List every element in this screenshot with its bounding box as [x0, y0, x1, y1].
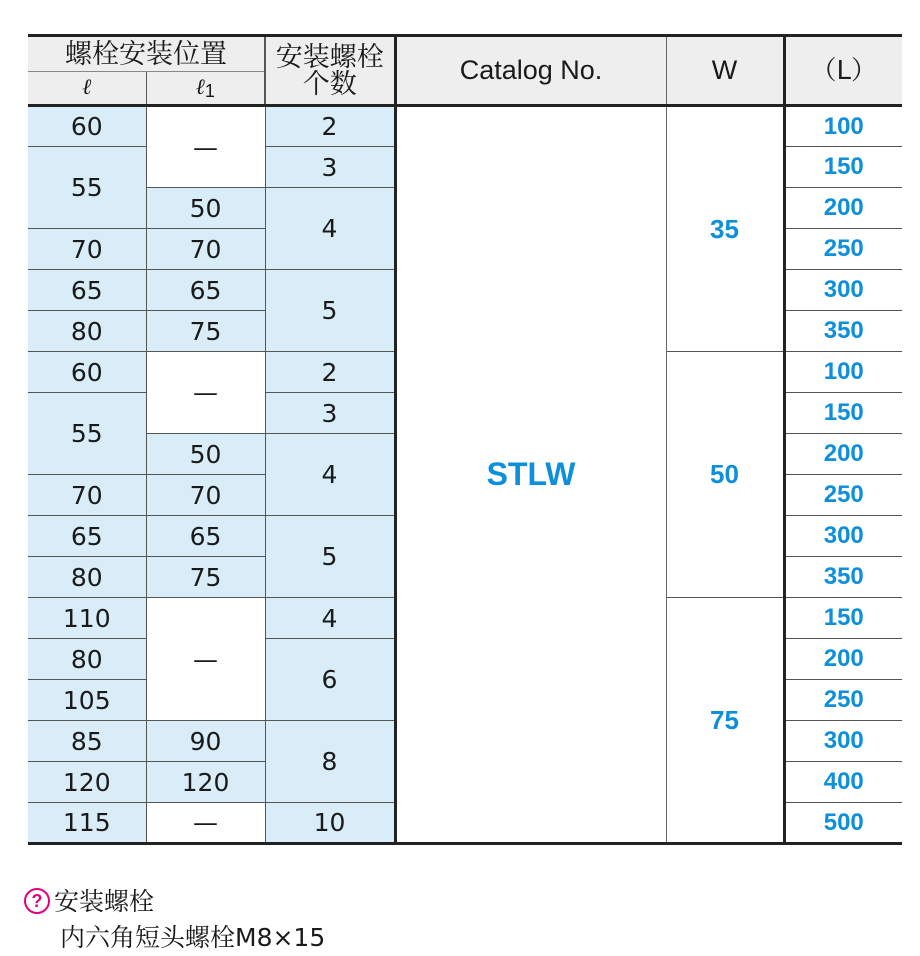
length-cell: 350 — [784, 557, 902, 598]
length-cell: 250 — [784, 475, 902, 516]
l1-cell: — — [146, 352, 265, 434]
catalog-no-cell: STLW — [395, 106, 666, 844]
length-cell: 250 — [784, 229, 902, 270]
length-cell: 500 — [784, 803, 902, 844]
bolt-count-cell: 5 — [265, 516, 395, 598]
bolt-count-cell: 2 — [265, 106, 395, 147]
bolt-count-cell: 4 — [265, 434, 395, 516]
header-length: （L） — [784, 36, 902, 106]
l1-cell: 50 — [146, 188, 265, 229]
l-cell: 55 — [28, 147, 146, 229]
w-cell: 50 — [666, 352, 784, 598]
l-cell: 70 — [28, 475, 146, 516]
header-catalog-no: Catalog No. — [395, 36, 666, 106]
header-bolt-count-line2: 个数 — [302, 68, 357, 100]
bolt-count-cell: 2 — [265, 352, 395, 393]
l-cell: 60 — [28, 352, 146, 393]
length-cell: 300 — [784, 516, 902, 557]
l1-cell: — — [146, 598, 265, 721]
l-cell: 65 — [28, 270, 146, 311]
l1-cell: 70 — [146, 475, 265, 516]
l-cell: 85 — [28, 721, 146, 762]
header-l1-symbol: ℓ — [195, 75, 205, 100]
l-cell: 105 — [28, 680, 146, 721]
length-cell: 350 — [784, 311, 902, 352]
bolt-count-cell: 4 — [265, 598, 395, 639]
l1-cell: 75 — [146, 557, 265, 598]
spec-table — [28, 34, 902, 845]
l1-cell: — — [146, 106, 265, 188]
bolt-count-cell: 6 — [265, 639, 395, 721]
length-cell: 400 — [784, 762, 902, 803]
l-cell: 60 — [28, 106, 146, 147]
length-cell: 250 — [784, 680, 902, 721]
header-w: W — [666, 36, 784, 106]
header-bolt-position: 螺栓安装位置 — [28, 36, 265, 72]
l1-cell: 120 — [146, 762, 265, 803]
bolt-count-cell: 10 — [265, 803, 395, 844]
bolt-count-cell: 4 — [265, 188, 395, 270]
l-cell: 120 — [28, 762, 146, 803]
length-cell: 100 — [784, 352, 902, 393]
header-bolt-count-line1: 安装螺栓 — [275, 41, 384, 73]
length-cell: 150 — [784, 393, 902, 434]
l1-cell: — — [146, 803, 265, 844]
l-cell: 80 — [28, 557, 146, 598]
l-cell: 55 — [28, 393, 146, 475]
l1-cell: 75 — [146, 311, 265, 352]
header-l1-subscript: 1 — [204, 81, 215, 101]
l-cell: 70 — [28, 229, 146, 270]
bolt-count-cell: 3 — [265, 393, 395, 434]
l1-cell: 50 — [146, 434, 265, 475]
length-cell: 150 — [784, 147, 902, 188]
bolt-count-cell: 3 — [265, 147, 395, 188]
length-cell: 200 — [784, 639, 902, 680]
l1-cell: 65 — [146, 516, 265, 557]
l-cell: 110 — [28, 598, 146, 639]
bolt-count-cell: 5 — [265, 270, 395, 352]
l-cell: 80 — [28, 639, 146, 680]
footnote-title: 安装螺栓 — [54, 887, 155, 916]
question-icon: ? — [24, 888, 50, 914]
length-cell: 300 — [784, 721, 902, 762]
length-cell: 200 — [784, 434, 902, 475]
footnote-text: 内六角短头螺栓M8×15 — [60, 923, 326, 952]
length-cell: 100 — [784, 106, 902, 147]
l-cell: 115 — [28, 803, 146, 844]
l-cell: 80 — [28, 311, 146, 352]
header-l: ℓ — [28, 72, 146, 106]
header-bolt-count — [265, 36, 395, 106]
w-cell: 75 — [666, 598, 784, 844]
length-cell: 200 — [784, 188, 902, 229]
length-cell: 300 — [784, 270, 902, 311]
l1-cell: 90 — [146, 721, 265, 762]
length-cell: 150 — [784, 598, 902, 639]
l-cell: 65 — [28, 516, 146, 557]
footnote-title-line — [24, 882, 154, 918]
l1-cell: 65 — [146, 270, 265, 311]
header-l1 — [146, 72, 265, 106]
bolt-count-cell: 8 — [265, 721, 395, 803]
l1-cell: 70 — [146, 229, 265, 270]
w-cell: 35 — [666, 106, 784, 352]
